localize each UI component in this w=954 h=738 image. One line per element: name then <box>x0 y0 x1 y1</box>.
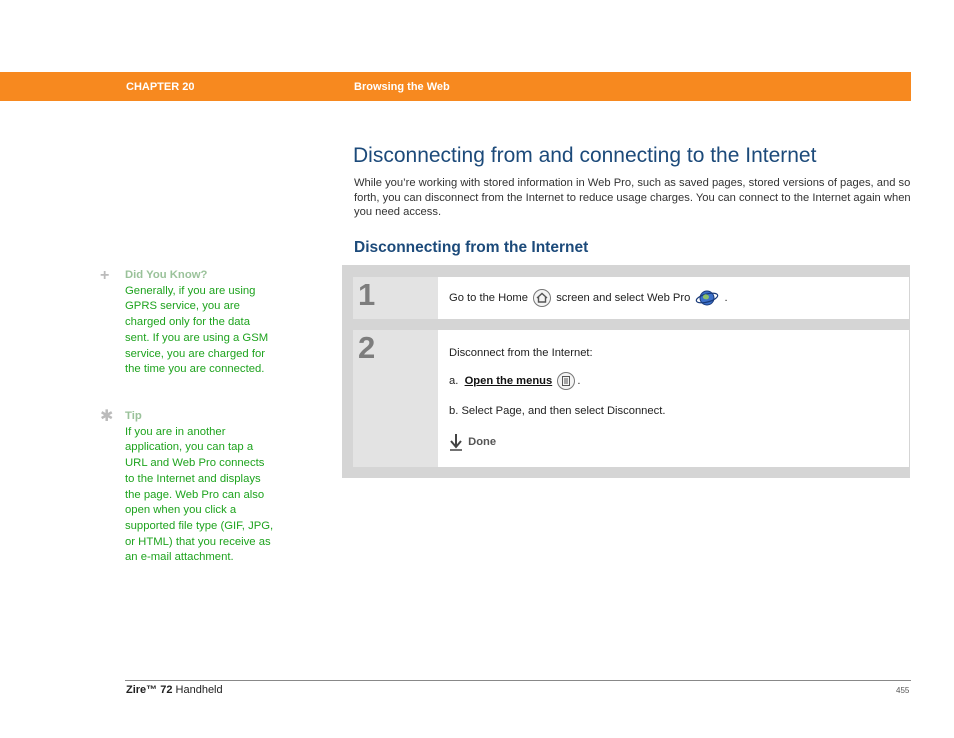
asterisk-icon: ✱ <box>100 408 114 425</box>
open-menus-link[interactable]: Open the menus <box>464 374 553 387</box>
step-2-a-prefix: a. <box>449 374 459 387</box>
web-pro-globe-icon <box>695 289 719 307</box>
home-icon <box>533 289 551 307</box>
product-model: Zire™ 72 <box>126 684 173 696</box>
page-title: Disconnecting from and connecting to the Internet <box>353 144 817 167</box>
step-number: 2 <box>358 330 376 365</box>
step-1-text-after: . <box>724 291 728 304</box>
step-2-intro: Disconnect from the Internet: <box>449 347 593 359</box>
steps-box <box>342 265 910 478</box>
step-1 <box>353 277 898 319</box>
step-2 <box>353 330 898 467</box>
footer-product-name <box>126 684 223 696</box>
did-you-know-title: Did You Know? <box>125 269 208 281</box>
done-arrow-icon <box>449 433 465 451</box>
chapter-header-bar <box>0 72 911 101</box>
tip-note <box>100 409 275 566</box>
product-suffix: Handheld <box>172 684 223 696</box>
tip-text: If you are in another application, you can tap a URL and Web Pro connects to the Internet and displays the page. Web Pro can also open when you click a supported file type (GIF, JPG, or HTML) that you receive as an e-mail attachment. <box>125 425 274 564</box>
step-1-text: Go to the Home <box>449 291 528 304</box>
intro-paragraph: While you’re working with stored information in Web Pro, such as saved pages, stored versions of pages, and so forth, you can disconnect from the Internet to reduce usage charges. You can connect to the Internet again when you need access. <box>354 177 911 218</box>
page-number: 455 <box>896 686 910 695</box>
done-label: Done <box>468 435 497 448</box>
footer-divider <box>125 680 911 681</box>
step-body <box>438 330 909 467</box>
step-number: 1 <box>358 277 376 312</box>
step-2-a-after: . <box>577 374 581 387</box>
did-you-know-text: Generally, if you are using GPRS service, you are charged only for the data sent. If you are using a GSM service, you are charged for the time you are connected. <box>125 284 269 376</box>
step-2-a <box>449 372 580 390</box>
did-you-know-note <box>100 268 275 378</box>
tip-title: Tip <box>125 410 142 422</box>
step-1-text-middle: screen and select Web Pro <box>556 291 691 304</box>
done-marker <box>449 433 496 451</box>
menu-icon <box>557 372 575 390</box>
step-1-line <box>449 289 728 307</box>
section-label: Browsing the Web <box>354 81 450 93</box>
step-2-b: b. Select Page, and then select Disconnect. <box>449 405 666 417</box>
step-body <box>438 277 909 319</box>
chapter-label: CHAPTER 20 <box>126 81 195 93</box>
plus-icon: + <box>100 267 110 284</box>
section-subheading: Disconnecting from the Internet <box>354 239 589 256</box>
